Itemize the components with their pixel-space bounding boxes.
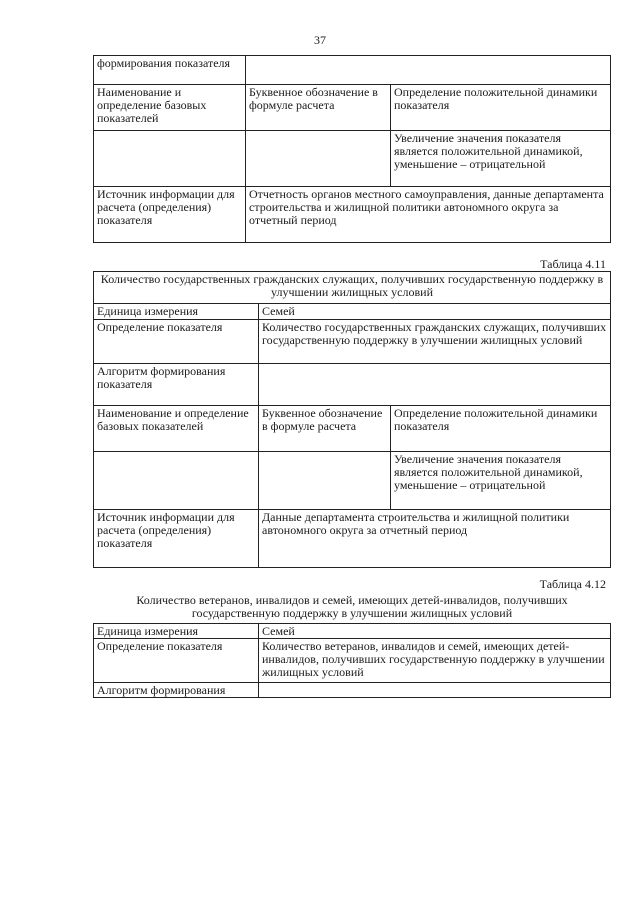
cell-empty bbox=[259, 364, 611, 406]
cell-empty bbox=[94, 131, 246, 187]
row-label-algorithm: Алгоритм формирования показателя bbox=[94, 364, 259, 406]
definition-value: Количество государственных гражданских служащих, получивших государственную поддержку в улучшении жилищных условий bbox=[259, 320, 611, 364]
positive-dynamics-value: Увеличение значения показателя является положительной динамикой, уменьшение – отрицательной bbox=[391, 452, 611, 510]
row-label-source: Источник информации для расчета (определения) показателя bbox=[94, 187, 246, 243]
cell-empty bbox=[259, 452, 391, 510]
row-label-base-indicators: Наименование и определение базовых показателей bbox=[94, 406, 259, 452]
cell-empty bbox=[246, 131, 391, 187]
row-label-base-indicators: Наименование и определение базовых показателей bbox=[94, 85, 246, 131]
table-top-continuation bbox=[93, 55, 611, 243]
row-label-source: Источник информации для расчета (определения) показателя bbox=[94, 510, 259, 568]
row-label-unit: Единица измерения bbox=[94, 304, 259, 320]
unit-value: Семей bbox=[259, 304, 611, 320]
positive-dynamics-value: Увеличение значения показателя является положительной динамикой, уменьшение – отрицательной bbox=[391, 131, 611, 187]
column-positive-dynamics: Определение положительной динамики показателя bbox=[391, 85, 611, 131]
table-caption-4-12: Таблица 4.12 bbox=[539, 577, 606, 591]
source-value: Данные департамента строительства и жилищной политики автономного округа за отчетный период bbox=[259, 510, 611, 568]
column-positive-dynamics: Определение положительной динамики показателя bbox=[391, 406, 611, 452]
column-letter-designation: Буквенное обозначение в формуле расчета bbox=[259, 406, 391, 452]
source-value: Отчетность органов местного самоуправления, данные департамента строительства и жилищной политики автономного округа за отчетный период bbox=[246, 187, 611, 243]
cell-empty bbox=[259, 682, 611, 697]
row-label-definition: Определение показателя bbox=[94, 320, 259, 364]
row-label-algorithm-continued: формирования показателя bbox=[94, 56, 246, 85]
row-label-unit: Единица измерения bbox=[94, 623, 259, 638]
table-title: Количество государственных гражданских служащих, получивших государственную поддержку в улучшении жилищных условий bbox=[94, 272, 611, 304]
page-number: 37 bbox=[314, 33, 326, 47]
row-label-algorithm: Алгоритм формирования bbox=[94, 682, 259, 697]
table-caption-4-11: Таблица 4.11 bbox=[540, 257, 606, 271]
row-label-definition: Определение показателя bbox=[94, 638, 259, 682]
table-title: Количество ветеранов, инвалидов и семей, имеющих детей-инвалидов, получивших государственную поддержку в улучшении жилищных условий bbox=[94, 593, 611, 623]
table-4-12 bbox=[93, 593, 611, 698]
column-letter-designation: Буквенное обозначение в формуле расчета bbox=[246, 85, 391, 131]
cell-empty bbox=[94, 452, 259, 510]
table-4-11 bbox=[93, 271, 611, 568]
definition-value: Количество ветеранов, инвалидов и семей, имеющих детей-инвалидов, получивших государственную поддержку в улучшении жилищных условий bbox=[259, 638, 611, 682]
unit-value: Семей bbox=[259, 623, 611, 638]
cell-empty bbox=[246, 56, 611, 85]
